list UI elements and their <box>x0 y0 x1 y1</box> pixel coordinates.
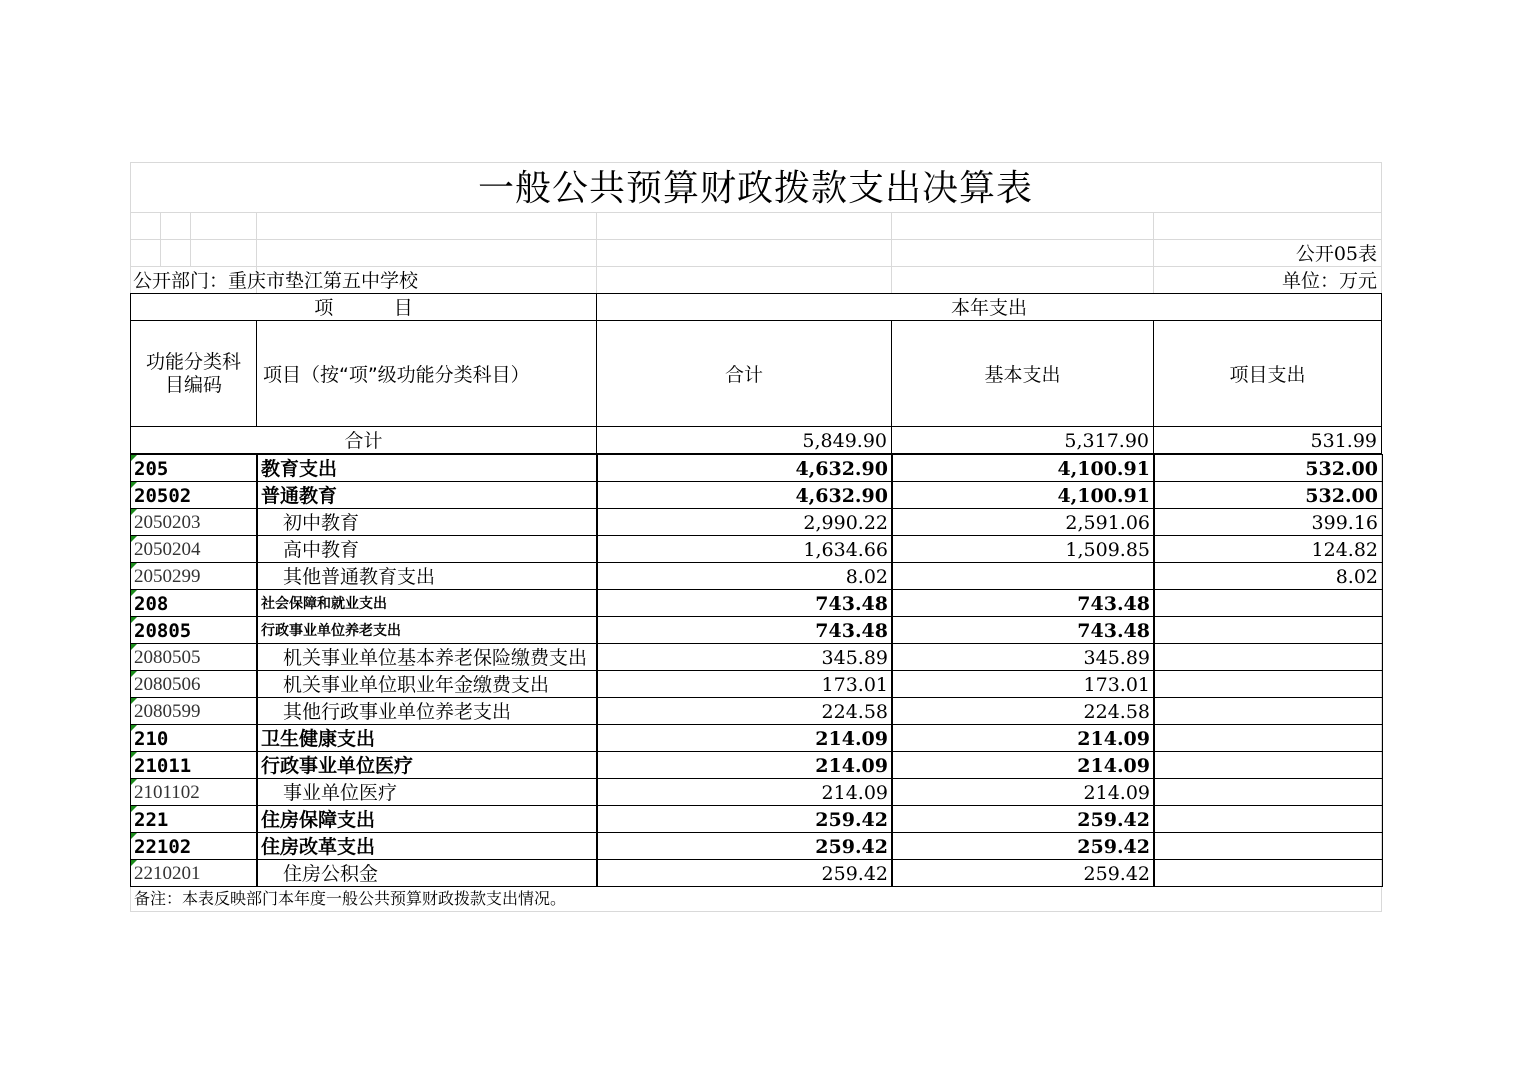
header-project-text: 项目支出 <box>1229 364 1306 386</box>
row-total-cell: 743.48 <box>596 589 893 617</box>
row-code-text: 22102 <box>134 836 192 858</box>
cell-marker-icon <box>131 779 137 785</box>
cell-marker-icon <box>131 617 137 623</box>
row-code-text: 208 <box>134 593 169 615</box>
cell-marker-icon <box>131 563 137 569</box>
row-code-text: 2101102 <box>134 782 200 803</box>
header-name-text: 项目（按“项”级功能分类科目） <box>263 364 530 386</box>
row-code-text: 2080599 <box>134 701 201 722</box>
sheet-outline-bottom <box>130 911 1382 912</box>
row-total-cell: 214.09 <box>596 724 893 752</box>
row-code-cell <box>130 778 258 806</box>
header-year-group: 本年支出 <box>596 293 1382 321</box>
header-code <box>130 320 257 427</box>
row-basic-cell: 1,509.85 <box>891 535 1155 563</box>
grid-v-e <box>891 212 892 293</box>
cell-marker-icon <box>131 725 137 731</box>
row-project-cell: 532.00 <box>1153 454 1383 482</box>
row-code-cell <box>130 697 258 725</box>
row-name-cell: 其他普通教育支出 <box>256 562 598 590</box>
header-basic <box>891 320 1154 427</box>
row-total-cell: 214.09 <box>596 751 893 779</box>
total-row-basic: 5,317.90 <box>891 426 1154 454</box>
header-project <box>1153 320 1382 427</box>
row-name-cell: 普通教育 <box>256 481 598 509</box>
cell-marker-icon <box>131 806 137 812</box>
row-total-cell: 214.09 <box>596 778 893 806</box>
row-code-text: 21011 <box>134 755 192 777</box>
row-name-cell: 行政事业单位医疗 <box>256 751 598 779</box>
total-row-project: 531.99 <box>1153 426 1382 454</box>
row-code-cell <box>130 724 258 752</box>
row-project-cell <box>1153 859 1383 887</box>
row-code-cell <box>130 859 258 887</box>
row-total-cell: 1,634.66 <box>596 535 893 563</box>
row-project-cell <box>1153 697 1383 725</box>
row-total-cell: 173.01 <box>596 670 893 698</box>
header-total-text: 合计 <box>724 364 763 386</box>
cell-marker-icon <box>131 752 137 758</box>
grid-v-d <box>596 212 597 293</box>
row-basic-cell: 345.89 <box>891 643 1155 671</box>
row-code-text: 2050299 <box>134 566 201 587</box>
row-basic-cell: 4,100.91 <box>891 454 1155 482</box>
row-name-cell: 社会保障和就业支出 <box>256 589 598 617</box>
header-code-text: 功能分类科目编码 <box>145 350 241 396</box>
row-code-cell <box>130 805 258 833</box>
row-name-cell: 教育支出 <box>256 454 598 482</box>
row-code-cell <box>130 481 258 509</box>
header-name <box>256 320 597 427</box>
row-total-cell: 8.02 <box>596 562 893 590</box>
row-name-cell: 行政事业单位养老支出 <box>256 616 598 644</box>
row-name-cell: 卫生健康支出 <box>256 724 598 752</box>
grid-h-1 <box>130 212 1382 213</box>
row-code-cell <box>130 535 258 563</box>
row-name-cell: 事业单位医疗 <box>256 778 598 806</box>
row-basic-cell: 259.42 <box>891 832 1155 860</box>
row-project-cell: 8.02 <box>1153 562 1383 590</box>
row-project-cell <box>1153 832 1383 860</box>
header-item-group: 项 目 <box>130 293 597 321</box>
row-code-cell <box>130 616 258 644</box>
row-name-cell: 初中教育 <box>256 508 598 536</box>
row-basic-cell: 259.42 <box>891 859 1155 887</box>
row-basic-cell: 743.48 <box>891 589 1155 617</box>
row-name-cell: 住房改革支出 <box>256 832 598 860</box>
row-code-cell <box>130 562 258 590</box>
cell-marker-icon <box>131 590 137 596</box>
row-code-cell <box>130 454 258 482</box>
cell-marker-icon <box>131 860 137 866</box>
row-project-cell: 124.82 <box>1153 535 1383 563</box>
row-total-cell: 4,632.90 <box>596 481 893 509</box>
cell-marker-icon <box>131 455 137 461</box>
row-basic-cell: 259.42 <box>891 805 1155 833</box>
row-basic-cell: 214.09 <box>891 778 1155 806</box>
row-basic-cell: 214.09 <box>891 724 1155 752</box>
row-code-cell <box>130 670 258 698</box>
row-total-cell: 259.42 <box>596 832 893 860</box>
row-code-cell <box>130 508 258 536</box>
footnote: 备注：本表反映部门本年度一般公共预算财政拨款支出情况。 <box>134 889 567 908</box>
row-project-cell: 399.16 <box>1153 508 1383 536</box>
page-title: 一般公共预算财政拨款支出决算表 <box>477 168 1033 209</box>
cell-marker-icon <box>131 509 137 515</box>
row-project-cell <box>1153 751 1383 779</box>
row-code-cell <box>130 589 258 617</box>
row-basic-cell: 214.09 <box>891 751 1155 779</box>
unit-label: 单位：万元 <box>1281 270 1377 292</box>
cell-marker-icon <box>131 482 137 488</box>
row-code-text: 2080506 <box>134 674 201 695</box>
row-project-cell <box>1153 778 1383 806</box>
row-code-cell <box>130 832 258 860</box>
total-row-label: 合计 <box>130 426 597 454</box>
department-label: 公开部门：重庆市垫江第五中学校 <box>133 270 419 292</box>
row-code-cell <box>130 643 258 671</box>
row-project-cell <box>1153 616 1383 644</box>
row-project-cell <box>1153 724 1383 752</box>
row-code-cell <box>130 751 258 779</box>
grid-v-a <box>160 212 161 266</box>
row-basic-cell: 743.48 <box>891 616 1155 644</box>
row-code-text: 20502 <box>134 485 192 507</box>
row-name-cell: 住房公积金 <box>256 859 598 887</box>
cell-marker-icon <box>131 644 137 650</box>
grid-v-b <box>190 212 191 266</box>
row-code-text: 2050203 <box>134 512 201 533</box>
cell-marker-icon <box>131 536 137 542</box>
row-basic-cell: 4,100.91 <box>891 481 1155 509</box>
cell-marker-icon <box>131 833 137 839</box>
total-row-total: 5,849.90 <box>596 426 892 454</box>
row-project-cell <box>1153 643 1383 671</box>
row-project-cell: 532.00 <box>1153 481 1383 509</box>
row-code-text: 210 <box>134 728 169 750</box>
row-total-cell: 743.48 <box>596 616 893 644</box>
row-basic-cell: 2,591.06 <box>891 508 1155 536</box>
row-project-cell <box>1153 805 1383 833</box>
row-name-cell: 机关事业单位基本养老保险缴费支出 <box>256 643 598 671</box>
cell-marker-icon <box>131 698 137 704</box>
row-code-text: 221 <box>134 809 169 831</box>
header-total <box>596 320 892 427</box>
form-number: 公开05表 <box>1295 243 1377 265</box>
row-code-text: 2210201 <box>134 863 201 884</box>
row-code-text: 2050204 <box>134 539 201 560</box>
row-basic-cell <box>891 562 1155 590</box>
row-code-text: 2080505 <box>134 647 201 668</box>
cell-marker-icon <box>131 671 137 677</box>
row-code-text: 20805 <box>134 620 192 642</box>
row-basic-cell: 173.01 <box>891 670 1155 698</box>
row-total-cell: 345.89 <box>596 643 893 671</box>
row-basic-cell: 224.58 <box>891 697 1155 725</box>
row-name-cell: 住房保障支出 <box>256 805 598 833</box>
row-total-cell: 2,990.22 <box>596 508 893 536</box>
row-name-cell: 其他行政事业单位养老支出 <box>256 697 598 725</box>
row-name-cell: 高中教育 <box>256 535 598 563</box>
row-project-cell <box>1153 670 1383 698</box>
row-total-cell: 4,632.90 <box>596 454 893 482</box>
row-code-text: 205 <box>134 458 169 480</box>
header-basic-text: 基本支出 <box>984 364 1061 386</box>
row-name-cell: 机关事业单位职业年金缴费支出 <box>256 670 598 698</box>
row-total-cell: 259.42 <box>596 859 893 887</box>
row-project-cell <box>1153 589 1383 617</box>
row-total-cell: 224.58 <box>596 697 893 725</box>
row-total-cell: 259.42 <box>596 805 893 833</box>
